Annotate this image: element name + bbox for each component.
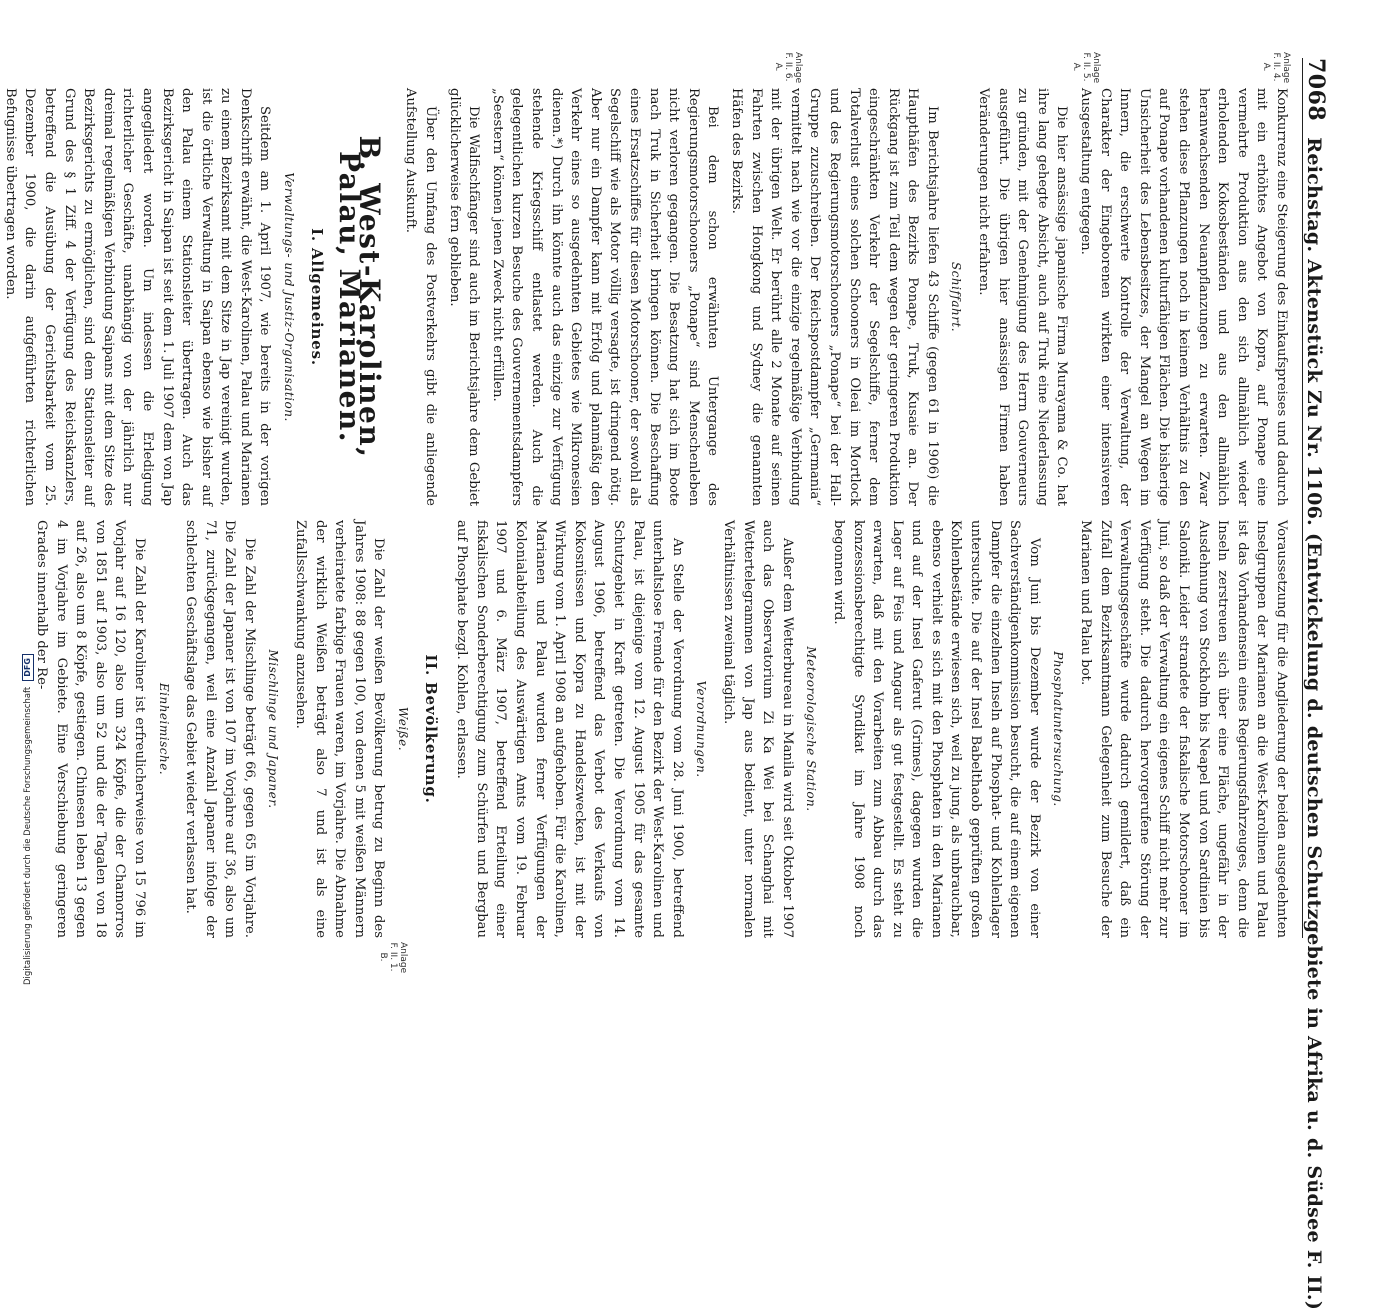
subheading: Meteorologische Station. [804, 646, 819, 812]
subheading: Mischlinge und Japaner. [266, 649, 281, 809]
left-column [0, 88, 1291, 506]
page-number: 7068 [1303, 58, 1329, 122]
running-header [1302, 58, 1343, 1310]
margin-note: Anlage F. II. 1. B. [378, 942, 408, 974]
paragraph: Seitdem am 1. April 1907, wie bereits in der vorigen Denkschrift erwähnt, die West-Karolinen, Palau und Marianen zu einem Bezirksamt mit dem Sitze in Jap vereinigt wurden, ist die örtliche Verwaltung in Saipan ebenso wie bisher auf den Palau einem Stationsleiter übertragen. Auch das Bezirksgericht in Saipan ist seit dem 1. Juli 1907 dem von Jap angegliedert worden. Um indessen die Erledigung richterlicher Geschäfte, unabhängig von der jährlich nur dreimal regelmäßigen Verbindung Saipans mit dem Sitze des Bezirksgerichts zu ermöglichen, sind dem Stationsleiter auf Grund des § 1 Ziff. 4 der Verfügung des Reichskanzlers, betreffend die Ausübung der Gerichtsbarkeit vom 25. Dezember 1900, die darin aufgeführten richterlichen Befugnisse übertragen worden. [2, 88, 273, 506]
paragraph: Voraussetzung für die Angliederung der beiden ausgedehnten Inselgruppen der Marianen an die West-Karolinen und Palau ist das Vorhandensein eines Regierungsfahrzeuges, denn die Inseln zerstreuen sich über eine Fläche, ungefähr in der Ausdehnung von Stockholm bis Neapel und von Sardinien bis Saloniki. Leider strandete der fiskalische Motorschooner im Juni, so daß der Verwaltung ein eigenes Schiff nicht mehr zur Verfügung steht. Die dadurch hervorgerufene Störung der Verwaltungsgeschäfte wurde dadurch gemildert, daß ein Zufall dem Bezirksamtmann Gelegenheit zum Besuche der Marianen und Palau bot. [1078, 520, 1289, 938]
paragraph: Die Zahl der Karoliner ist erfreulicherweise von 15 796 im Vorjahr auf 16 120, also um 324 Köpfe, die der Chamorros von 1851 auf 1903, also um 52 und die der Tagalen von 18 auf 26, also um 8 Köpfe, gestiegen. Chinesen leben 13 gegen 4 im Vorjahre im Gebiete. Eine Verschiebung geringeren Grades innerhalb der Re- [33, 520, 147, 938]
credit-text: Digitalisierung gefördert durch die Deutsche Forschungsgemeinschaft [23, 686, 33, 985]
subheading: Verwaltungs- und Justiz-Organisation. [282, 172, 297, 422]
section-title: B. West-Karolinen, Palau, Marianen. [333, 135, 386, 459]
subheading: Weiße. [396, 706, 411, 752]
section-heading: II. Bevölkerung. [421, 654, 440, 804]
paragraph: Vom Juni bis Dezember wurde der Bezirk von einer Sachverständigenkommission besucht, die auf einem eigenen Dampfer die einzelnen Inseln auf Phosphat- und Kohlenlager untersuchte. Die auf der Insel Babelthaob geprüften großen Kohlenbestände erwiesen sich, weil zu jung, als unbrauchbar, ebenso verhielt es sich mit den Phosphaten in den Marianen und auf der Insel Gaferut (Grimes), dagegen wurden die Lager auf Feis und Angaur als gut festgestellt. Es steht zu erwarten, daß mit den Vorarbeiten zum Abbau durch das konzessionsberechtigte Syndikat im Jahre 1908 noch begonnen wird. [830, 520, 1042, 938]
subheading: Einheimische. [156, 682, 171, 776]
dfg-logo: DFG [22, 654, 34, 681]
paragraph: Über den Umfang des Postverkehrs gibt die anliegende Aufstellung Auskunft. [403, 88, 439, 506]
running-title: Reichstag. Aktenstück Zu Nr. 1106. (Entwickelung d. deutschen Schutzgebiete in Afrika u. d. Südsee F. II.) [1303, 137, 1325, 1310]
paragraph: Im Berichtsjahre liefen 43 Schiffe (gegen 61 in 1906) die Haupthäfen des Bezirks Ponape, Truk, Kusaie an. Der Rückgang ist zum Teil dem wegen der geringeren Produktion eingeschränkten Verkehr der Segelschiffe, ferner dem Totalverlust eines solchen Schooners in Oleai im Mortlock und des Regierungsmotorschooners „Ponape“ bei der Hall-Gruppe zuzuschreiben. Der Reichspostdampfer „Germania“ vermittelt nach wie vor die einzige regelmäßige Verbindung mit der übrigen Welt. Er berührt alle 2 Monate auf seinen Fahrten zwischen Hongkong und Sydney die genannten Häfen des Bezirks. [728, 88, 940, 506]
margin-note: Anlage F. II. 5. A. [1071, 52, 1101, 84]
margin-note: Anlage F. II. 4. A. [1261, 52, 1291, 84]
paragraph: Die hier ansässige japanische Firma Murayama & Co. hat ihre lang gehegte Absicht, auch auf Truk eine Niederlassung zu gründen, mit der Genehmigung des Herrn Gouverneurs ausgeführt. Die übrigen hier ansässigen Firmen haben Veränderungen nicht erfahren. [976, 88, 1070, 506]
paragraph: Die Zahl der Mischlinge beträgt 66, gegen 65 im Vorjahre. Die Zahl der Japaner ist von 107 im Vorjahre auf 36, also um 71, zurückgegangen, weil eine Anzahl Japaner infolge der schlechten Geschäftslage das Gebiet wieder verlassen hat. [183, 520, 257, 938]
section-heading: I. Allgemeines. [307, 228, 326, 366]
paragraph: Die Walfischfänger sind auch im Berichtsjahre dem Gebiet glücklicherweise fern geblieben. [446, 88, 482, 506]
subheading: Schiffahrt. [949, 261, 964, 333]
paragraph: Außer dem Wetterbureau in Manila wird seit Oktober 1907 auch das Observatorium Zi Ka Wei bei Schanghai mit Wettertelegrammen von Jap aus bedient, unter normalen Verhältnissen zweimal täglich. [720, 520, 795, 938]
digitization-credit [22, 654, 34, 985]
paragraph: Die Zahl der weißen Bevölkerung betrug zu Beginn des Jahres 1908: 88 gegen 100, von denen 5 mit weißen Männern verheiratete farbige Frauen waren, im Vorjahre. Die Abnahme der wirklich Weißen beträgt also 7 und ist als eine Zufallsschwankung anzusehen. [293, 520, 387, 938]
paragraph: Konkurrenz eine Steigerung des Einkaufspreises und dadurch mit ein erhöhtes Angebot von Kopra, auf Ponape eine vermehrte Produktion aus den sich allmählich wieder erholenden Kokosbeständen und aus den allmählich heranwachsenden Neuanpflanzungen zu erwarten. Zwar stehen diese Pflanzungen noch in keinem Verhältnis zu den auf Ponape vorhandenen kulturfähigen Flächen. Die bisherige Unsicherheit des Lebensbesitzes, der Mangel an Wegen im Innern, die erschwerte Kontrolle der Verwaltung, der Charakter der Eingeborenen wirkten einer intensiveren Ausgestaltung entgegen. [1078, 88, 1289, 506]
subheading: Verordnungen. [694, 680, 709, 778]
paragraph: Bei dem schon erwähnten Untergange des Regierungsmotorschooners „Ponape“ sind Menschenleben nicht verloren gegangen. Die Besatzung hat sich im Boote nach Truk in Sicherheit bringen können. Die Beschaffung eines Ersatzschiffes für diesen Motorschooner, der sowohl als Segelschiff wie als Motor völlig versagte, ist dringend nötig. Aber nur ein Dampfer kann mit Erfolg und planmäßig den Verkehr eines so ausgedehnten Gebietes wie Mikronesien dienen.*) Durch ihn könnte auch das einzige zur Verfügung stehende Kriegsschiff entlastet werden. Auch die gelegentlichen kurzen Besuche des Gouvernementsdampfers „Seestern“ können jenen Zweck nicht erfüllen. [489, 88, 721, 506]
subheading: Phosphatuntersuchung. [1051, 651, 1066, 807]
right-column [27, 520, 1291, 938]
margin-note: Anlage F. II. 6. A. [773, 52, 803, 84]
paragraph: An Stelle der Verordnung vom 28. Juni 1900, betreffend unterhaltslose Fremde für den Bezirk der West-Karolinen und Palau, ist diejenige vom 12. August 1905 für das gesamte Schutzgebiet in Kraft getreten. Die Verordnung vom 14. August 1906, betreffend das Verbot des Verkaufs von Kokosnüssen und Kopra zu Handelszwecken, ist mit der Wirkung vom 1. April 1908 an aufgehoben. Für die Karolinen, Marianen und Palau wurden ferner Verfügungen der Kolonialabteilung des Auswärtigen Amts vom 19. Februar 1907 und 6. März 1907, betreffend Erteilung einer fiskalischen Sonderberechtigung zum Schürfen und Bergbau auf Phosphate bezgl. Kohlen, erlassen. [454, 520, 685, 938]
